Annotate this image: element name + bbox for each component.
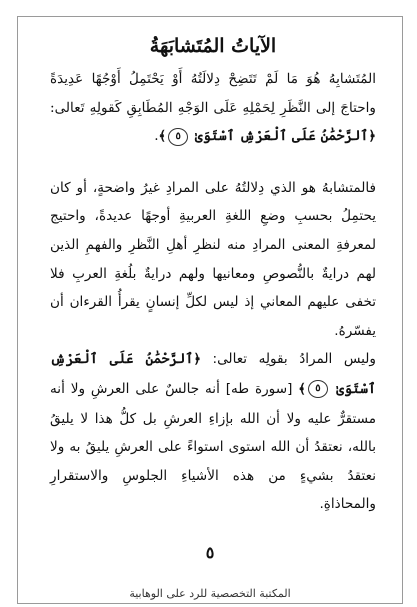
paragraph-prefix: وليس المرادُ بقولِه تعالى: bbox=[212, 351, 376, 368]
paragraph-definition bbox=[50, 65, 376, 152]
quote-text: ٱلرَّحْمَٰنُ عَلَى ٱلْعَرْشِ ٱسْتَوَىٰ bbox=[50, 351, 377, 397]
page-content bbox=[50, 33, 376, 519]
footer-label: المكتبة التخصصية للرد على الوهابية bbox=[129, 587, 291, 600]
paragraph-text: [سورة طه] أنه جالسٌ على العرشِ ولا أنه مستقرٌّ عليه ولا أن الله بإزاءِ العرشِ بل كلُّ هذا لا يليقُ بالله، نعتقدُ أن الله استوى استواءً على العرشِ يليقُ به ولا نعتقدُ بشيءٍ من هذه الأشياءِ الجلوسِ والاستقرارِ والمحاذاةِ. bbox=[50, 380, 376, 513]
quote-open-bracket: ﴿ bbox=[193, 352, 201, 368]
ayah-number-badge: ٥ bbox=[168, 128, 188, 146]
quote-close-bracket: ﴾ bbox=[158, 129, 167, 145]
paragraph-explanation: فالمتشابهُ هو الذي دِلالتُهُ على المرادِ غيرُ واضحةٍ، أو كان يحتمِلُ بحسبِ وضعِ اللغةِ العربيةِ أوجهًا عديدةً، واحتيج لمعرفةِ المعنى المرادِ منه لنظرِ أهلِ النَّظرِ والفهمِ الذين لهم درايةٌ بالنُّصوصِ ومعانيها ولهم درايةٌ بلُغةِ العربِ فلا تخفى عليهم المعاني إذ ليس لكلِّ إنسانٍ يقرأُ القرءان أن يفسّرهُ. bbox=[50, 179, 376, 339]
sentence-end: . bbox=[154, 128, 159, 145]
paragraph-istiwa bbox=[50, 345, 376, 519]
quote-close-bracket: ﴾ bbox=[298, 381, 306, 397]
paragraph-text: المُتَشابِهُ هُوَ مَا لَمْ تَتَضِحْ دِلالَتُهُ أَوْ يَحْتَمِلُ أَوْجُهًا عَدِيدَةً واحتاجَ إلى النَّظَرِ لِحَمْلِهِ عَلَى الوَجْهِ المُطَابِقِ كَقولِهِ تَعالى: bbox=[50, 71, 376, 116]
page-number: ٥ bbox=[205, 543, 215, 562]
page bbox=[17, 16, 403, 604]
page-title: الآياتُ المُتَشابَهَةُ bbox=[149, 35, 277, 57]
quran-quote bbox=[159, 128, 376, 144]
quote-text: ٱلرَّحْمَٰنُ عَلَى ٱلْعَرْشِ ٱسْتَوَىٰ bbox=[194, 128, 369, 145]
quote-open-bracket: ﴿ bbox=[368, 129, 376, 145]
ayah-number-badge: ٥ bbox=[308, 380, 328, 398]
